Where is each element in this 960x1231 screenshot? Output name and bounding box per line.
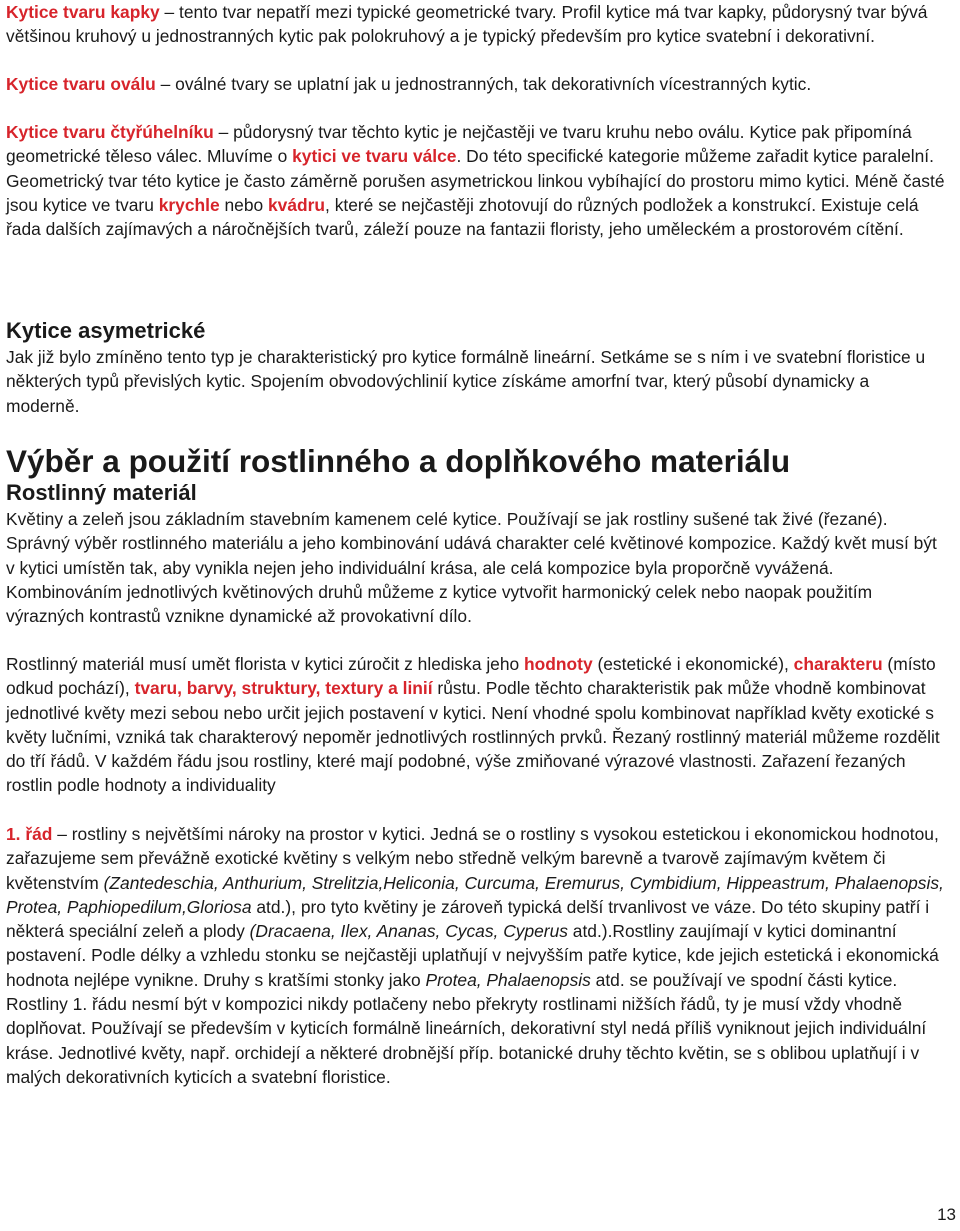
text-ctyruhelnik-c: nebo bbox=[219, 194, 268, 215]
text-ctyruhelnik-d: , které se nejčastěji zhotovují do různých podložek a konstrukcí. Existuje celá řada dalších zajímavých a náročnějších tvarů, záleží pouze na fantazii floristy, jeho uměleckém a prostorovém cítění. bbox=[6, 194, 919, 240]
paragraph-first-order bbox=[6, 822, 946, 1089]
paragraph-asymmetric: Jak již bylo zmíněno tento typ je charakteristický pro kytice formálně lineární. Setkáme se s ním i ve svatební floristice u některých typů převislých kytic. Spojením obvodovýchlinií kytice získáme amorfní tvar, který působí dynamicky a moderně. bbox=[6, 347, 926, 416]
page-title: Výběr a použití rostlinného a doplňkového materiálu bbox=[6, 443, 791, 479]
text-first-order-b: atd.), pro tyto květiny je zároveň typická delší trvanlivost ve váze. Do této skupiny patří i některá speciální zeleň a plody bbox=[6, 896, 930, 942]
text-first-order-d: atd. se používají ve spodní části kytice. Rostliny 1. řádu nesmí být v kompozici nikdy potlačeny nebo překryty rostlinami nižších řádů, ty je musí vždy vhodně doplňovat. Používají se především v kyticích formálně lineárních, dekorativní styl nedá příliš vyniknout jejich individuální kráse. Jednotlivé květy, např. orchidejí a některé drobnější příp. botanické druhy těchto květin, se s oblibou uplatňují i v malých dekorativních kyticích a svatební floristice. bbox=[6, 969, 927, 1087]
term-tvaru: tvaru, barvy, struktury, textury a linií bbox=[134, 678, 433, 699]
heading-rostlinny-material: Rostlinný materiál bbox=[6, 480, 197, 505]
paragraph-material-2 bbox=[6, 652, 946, 798]
term-oval: Kytice tvaru oválu bbox=[6, 74, 156, 94]
text-first-order-c: atd.).Rostliny zaujímají v kytici dominantní postavení. Podle délky a vzhledu stonku se nejčastěji uplatňují v nejvyšším patře kytice, kde jejich estetická i ekonomická hodnota nejlépe vynikne. Druhy s kratšími stonky jako bbox=[6, 921, 939, 990]
paragraph-ctyruhelnik bbox=[6, 120, 946, 241]
text-ctyruhelnik-b: . Do této specifické kategorie můžeme zařadit kytice paralelní. Geometrický tvar této kytice je často záměrně porušen asymetrickou linkou vybíhající do prostoru mimo kytici. Méně časté jsou kytice ve tvaru bbox=[6, 146, 945, 215]
text-kapka: – tento tvar nepatří mezi typické geometrické tvary. Profil kytice má tvar kapky, půdorysný tvar bývá většinou kruhový u jednostranných kytic pak polokruhový a je typický především pro kytice svatební i dekorativní. bbox=[6, 2, 928, 47]
text-material-2d: růstu. Podle těchto charakteristik pak může vhodně kombinovat jednotlivé květy mezi sebou nebo určit jejich postavení v kytici. Není vhodné spolu kombinovat například květy exotické s květy lučními, vzniká tak charakterový nepoměr jednotlivých rostlinných prvků. Řezaný rostlinný materiál můžeme rozdělit do tří řádů. V každém řádu jsou rostliny, které mají podobné, výše zmiňované výrazové vlastnosti. Zařazení řezaných rostlin podle hodnoty a individuality bbox=[6, 678, 940, 796]
paragraph-material-1: Květiny a zeleň jsou základním stavebním kamenem celé kytice. Používají se jak rostliny sušené tak živé (řezané). Správný výběr rostlinného materiálu a jeho kombinování udává charakter celé květinové kompozice. Každý květ musí být v kytici umístěn tak, aby vynikla nejen jeho individuální krása, ale celá kompozice byla proporčně vyvážená. Kombinováním jednotlivých květinových druhů můžeme z kytice vytvořit harmonický celek nebo naopak použitím výrazných kontrastů vznikne dynamické až provokativní dílo. bbox=[6, 509, 937, 627]
species-list-2: (Dracaena, Ilex, Ananas, Cycas, Cyperus bbox=[249, 921, 568, 942]
heading-asymmetric: Kytice asymetrické bbox=[6, 318, 206, 343]
term-kvadr: kvádru bbox=[268, 194, 326, 215]
species-list-3: Protea, Phalaenopsis bbox=[425, 969, 591, 990]
paragraph-oval bbox=[6, 72, 946, 96]
term-valec: kytici ve tvaru válce bbox=[292, 146, 457, 167]
term-krychle: krychle bbox=[158, 194, 220, 215]
term-first-order: 1. řád bbox=[6, 824, 53, 844]
text-ctyruhelnik-a: – půdorysný tvar těchto kytic je nejčastěji ve tvaru kruhu nebo oválu. Kytice pak připomíná geometrické těleso válec. Mluvíme o bbox=[6, 122, 912, 167]
text-oval: – oválné tvary se uplatní jak u jednostranných, tak dekorativních vícestranných kytic. bbox=[155, 74, 812, 94]
term-hodnoty: hodnoty bbox=[524, 654, 593, 674]
paragraph-kapka bbox=[6, 0, 946, 49]
species-list-1: (Zantedeschia, Anthurium, Strelitzia,Heliconia, Curcuma, Eremurus, Cymbidium, Hippeastrum, Phalaenopsis, Protea, Paphiopedilum,Gloriosa bbox=[6, 872, 944, 917]
term-ctyruhelnik: Kytice tvaru čtyřúhelníku bbox=[6, 122, 214, 142]
text-material-2c: (místo odkud pochází), bbox=[6, 654, 936, 699]
text-first-order-a: – rostliny s největšími nároky na prostor v kytici. Jedná se o rostliny s vysokou estetickou i ekonomickou hodnotou, zařazujeme sem převážně exotické květiny s velkým nebo středně velkým barevně a tvarově zajímavým květem či květenstvím bbox=[6, 824, 939, 893]
text-material-2b: (estetické i ekonomické), bbox=[592, 654, 794, 674]
term-charakteru: charakteru bbox=[793, 654, 883, 674]
term-kapka: Kytice tvaru kapky bbox=[6, 2, 160, 22]
page-number: 13 bbox=[937, 1205, 956, 1224]
text-material-2a: Rostlinný materiál musí umět florista v kytici zúročit z hlediska jeho bbox=[6, 654, 525, 674]
